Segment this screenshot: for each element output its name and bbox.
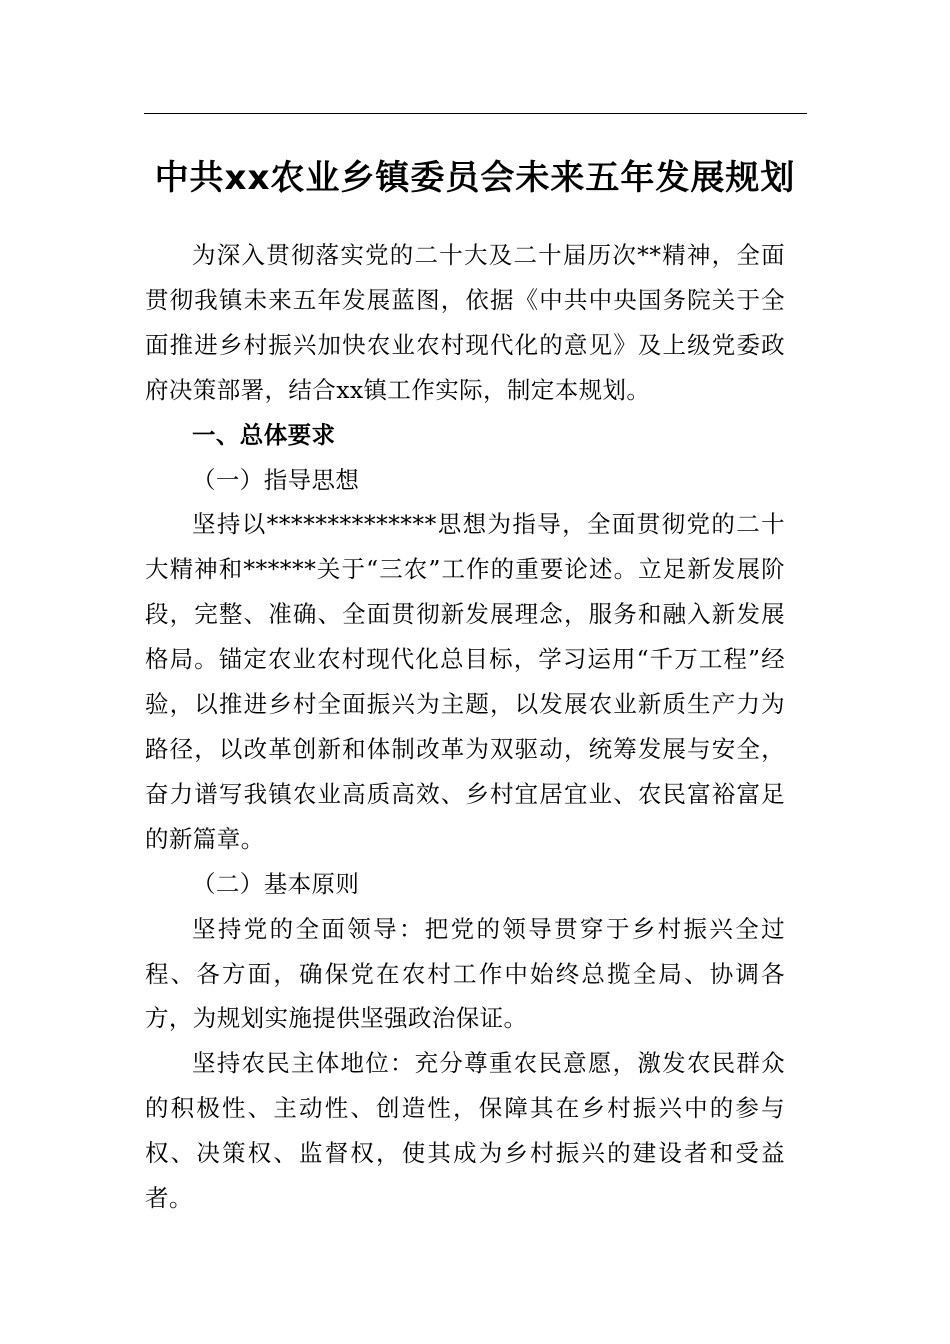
principle-farmer-subject-paragraph: 坚持农民主体地位：充分尊重农民意愿，激发农民群众的积极性、主动性、创造性，保障其在乡村振兴中的参与权、决策权、监督权，使其成为乡村振兴的建设者和受益者。 xyxy=(145,1049,785,1213)
document-body xyxy=(145,233,785,1221)
document-title: 中共xx农业乡镇委员会未来五年发展规划 xyxy=(154,158,796,198)
subsection-heading-basic-principles: （二）基本原则 xyxy=(192,869,360,898)
principle-party-leadership-paragraph: 坚持党的全面领导：把党的领导贯穿于乡村振兴全过程、各方面，确保党在农村工作中始终总揽全局、协调各方，为规划实施提供坚强政治保证。 xyxy=(145,914,785,1033)
intro-paragraph: 为深入贯彻落实党的二十大及二十届历次**精神，全面贯彻我镇未来五年发展蓝图，依据《中共中央国务院关于全面推进乡村振兴加快农业农村现代化的意见》及上级党委政府决策部署，结合xx镇工作实际，制定本规划。 xyxy=(145,241,785,404)
guiding-ideology-paragraph: 坚持以**************思想为指导，全面贯彻党的二十大精神和******关于“三农”工作的重要论述。立足新发展阶段，完整、准确、全面贯彻新发展理念，服务和融入新发展格局。锚定农业农村现代化总目标，学习运用“千万工程”经验，以推进乡村全面振兴为主题，以发展农业新质生产力为路径，以改革创新和体制改革为双驱动，统筹发展与安全，奋力谱写我镇农业高质高效、乡村宜居宜业、农民富裕富足的新篇章。 xyxy=(145,510,785,853)
section-heading-overall-requirements: 一、总体要求 xyxy=(192,420,336,449)
subsection-heading-guiding-ideology: （一）指导思想 xyxy=(192,465,360,494)
header-rule xyxy=(144,113,807,114)
